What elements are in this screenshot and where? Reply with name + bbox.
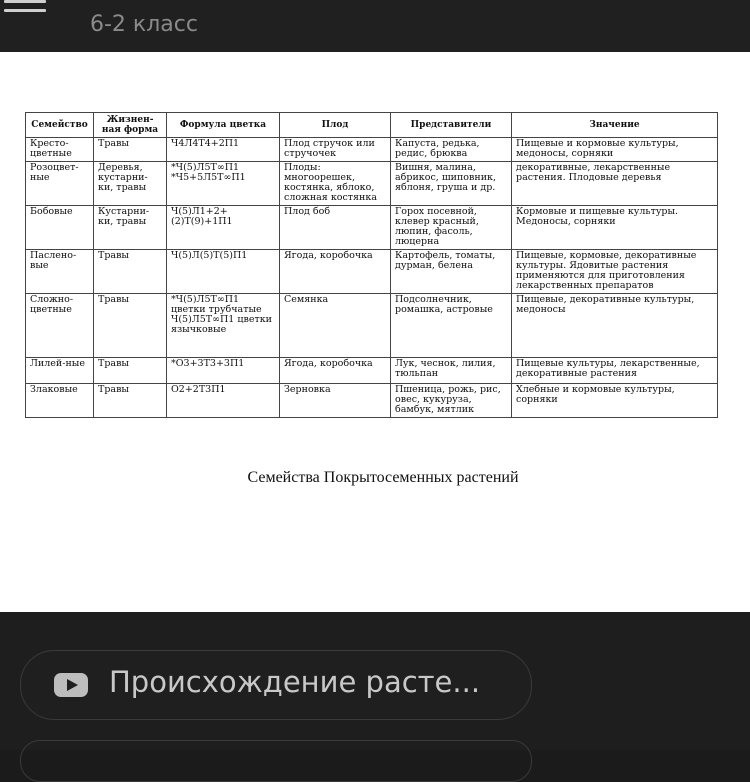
table-cell: Травы [94,384,167,418]
table-cell: *Ч(5)Л5Т∞П1 *Ч5+5Л5Т∞П1 [167,162,280,206]
video-link-secondary[interactable] [20,740,532,782]
page-subtitle: 6-2 класс [90,12,198,37]
menu-icon[interactable] [4,0,46,16]
table-row [26,250,718,294]
table-cell: Горох посевной, клевер красный, люпин, фасоль, люцерна [391,206,512,250]
table-row [26,358,718,384]
table-cell: Травы [94,138,167,162]
table-cell: О2+2Т3П1 [167,384,280,418]
table-row [26,162,718,206]
play-video-icon [54,673,88,697]
table-cell: Злаковые [26,384,94,418]
table-cell: Пищевые и кормовые культуры, медоносы, сорняки [512,138,718,162]
table-cell: Кресто-цветные [26,138,94,162]
families-table [25,112,718,418]
table-header: Формула цветка [167,113,280,138]
content-image [0,52,750,612]
table-header: Семейство [26,113,94,138]
table-cell: Лук, чеснок, лилия, тюльпан [391,358,512,384]
table-cell: Картофель, томаты, дурман, белена [391,250,512,294]
table-header: Жизнен-ная форма [94,113,167,138]
table-row [26,138,718,162]
table-cell: Травы [94,250,167,294]
table-row [26,384,718,418]
table-cell: Подсолнечник, ромашка, астровые [391,294,512,358]
table-header: Представители [391,113,512,138]
table-cell: Ягода, коробочка [280,358,391,384]
table-cell: Семянка [280,294,391,358]
table-cell: Плоды: многоорешек, костянка, яблоко, сложная костянка [280,162,391,206]
table-cell: декоративные, лекарственные растения. Плодовые деревья [512,162,718,206]
table-cell: Хлебные и кормовые культуры, сорняки [512,384,718,418]
top-bar [0,0,750,52]
bottom-panel [0,612,750,750]
table-cell: Паслено-вые [26,250,94,294]
table-cell: Зерновка [280,384,391,418]
table-cell: Кормовые и пищевые культуры. Медоносы, сорняки [512,206,718,250]
table-caption: Семейства Покрытосеменных растений [247,469,519,486]
table-header: Значение [512,113,718,138]
table-cell: Вишня, малина, абрикос, шиповник, яблоня, груша и др. [391,162,512,206]
table-cell: Бобовые [26,206,94,250]
table-cell: Травы [94,294,167,358]
table-cell: Пищевые, декоративные культуры, медоносы [512,294,718,358]
table-cell: Пищевые, кормовые, декоративные культуры. Ядовитые растения применяются для приготовления лекарственных препаратов [512,250,718,294]
table-cell: Сложно-цветные [26,294,94,358]
table-cell: Ягода, коробочка [280,250,391,294]
table-cell: Деревья, кустарни-ки, травы [94,162,167,206]
table-cell: Ч(5)Л(5)Т(5)П1 [167,250,280,294]
table-header-row [26,113,718,138]
table-row [26,206,718,250]
video-link[interactable] [20,650,532,720]
table-cell: Розоцвет-ные [26,162,94,206]
table-row [26,294,718,358]
table-cell: Кустарни-ки, травы [94,206,167,250]
table-cell: Капуста, редька, редис, брюква [391,138,512,162]
table-cell: Плод стручок или стручочек [280,138,391,162]
table-header: Плод [280,113,391,138]
table-cell: Плод боб [280,206,391,250]
table-cell: Пищевые культуры, лекарственные, декоративные растения [512,358,718,384]
video-title: Происхождение расте... [109,665,481,699]
table-cell: Травы [94,358,167,384]
table-cell: Ч(5)Л1+2+(2)Т(9)+1П1 [167,206,280,250]
table-cell: *Ч(5)Л5Т∞П1 цветки трубчатые Ч(5)Л5Т∞П1 цветки язычковые [167,294,280,358]
table-cell: Ч4Л4Т4+2П1 [167,138,280,162]
table-cell: Пшеница, рожь, рис, овес, кукуруза, бамбук, мятлик [391,384,512,418]
table-cell: *О3+3Т3+3П1 [167,358,280,384]
table-cell: Лилей-ные [26,358,94,384]
